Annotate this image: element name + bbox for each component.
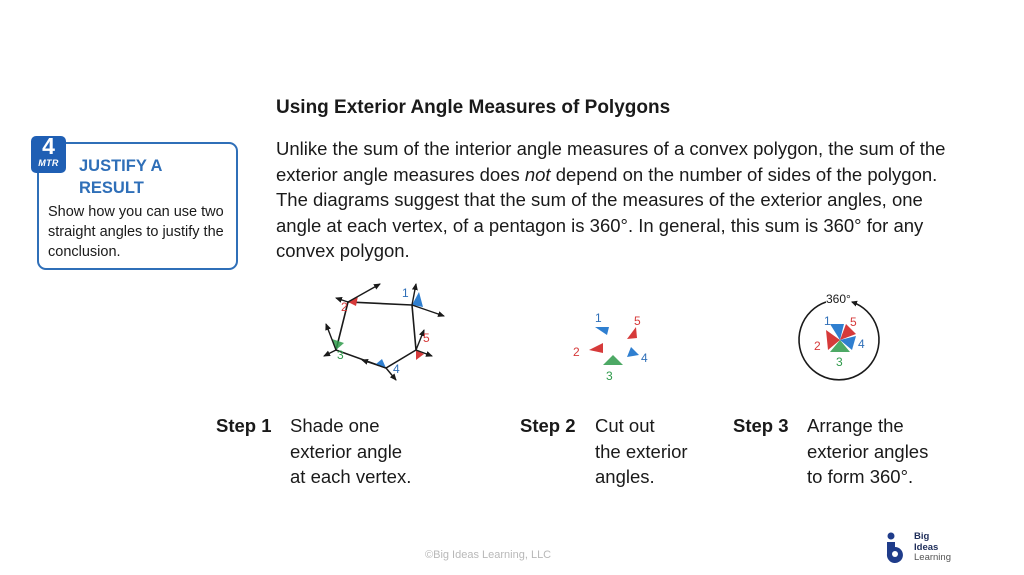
- cutout-label-3: 3: [606, 369, 613, 383]
- circle-360-label: 360°: [826, 292, 851, 306]
- pentagon-shape: [336, 302, 416, 368]
- cutout-angle-3: [603, 355, 623, 365]
- justify-text: Show how you can use two straight angles to justify the conclusion.: [48, 204, 224, 260]
- ray-2: [348, 284, 380, 302]
- step-1-line-2: exterior angle: [290, 440, 403, 462]
- step-2: [520, 413, 730, 493]
- label-3: 3: [337, 348, 344, 362]
- step-1: [216, 413, 476, 493]
- step-1-line-3: at each vertex.: [290, 466, 412, 487]
- arranged-label-5: 5: [850, 315, 857, 329]
- cut-out-angles-diagram: [565, 305, 660, 385]
- logo-line-1: Big: [914, 531, 930, 542]
- label-4: 4: [393, 362, 400, 376]
- step-2-line-2: the exterior: [595, 440, 688, 462]
- justify-title: JUSTIFY A RESULT: [79, 157, 162, 197]
- step-3: [733, 413, 993, 493]
- step-3-label: Step 3: [733, 415, 789, 436]
- step-2-line-1: Cut out: [595, 415, 655, 436]
- label-5: 5: [423, 331, 430, 345]
- paragraph-part-1: Unlike the sum of the interior angle measures of a convex polygon, the sum of the exterior angle measures does: [276, 138, 946, 185]
- step-2-line-3: angles.: [595, 466, 655, 487]
- cutout-angle-5: [627, 327, 637, 339]
- step-1-label: Step 1: [216, 415, 272, 436]
- arranged-label-1: 1: [824, 314, 831, 328]
- arranged-angles-circle-diagram: [790, 288, 890, 388]
- mtr-number: 4: [42, 133, 55, 159]
- arranged-label-2: 2: [814, 339, 821, 353]
- logo-line-3: Learning: [914, 552, 951, 563]
- arranged-label-3: 3: [836, 355, 843, 369]
- section-title: Using Exterior Angle Measures of Polygons: [276, 97, 671, 118]
- section-paragraph: [276, 136, 956, 264]
- step-3-line-1: Arrange the: [807, 415, 904, 436]
- pentagon-exterior-angles-diagram: [312, 280, 462, 390]
- label-2: 2: [341, 300, 348, 314]
- cutout-label-2: 2: [573, 345, 580, 359]
- step-1-line-1: Shade one: [290, 415, 380, 436]
- cutout-label-1: 1: [595, 311, 602, 325]
- cutout-angle-2: [589, 343, 603, 353]
- cutout-angle-1: [595, 327, 609, 335]
- step-3-line-3: to form 360°.: [807, 466, 914, 487]
- cutout-label-5: 5: [634, 314, 641, 328]
- step-3-line-2: exterior angles: [807, 440, 929, 462]
- big-ideas-logo-text: [914, 532, 951, 564]
- ray-3: [326, 324, 336, 350]
- mtr-badge-icon: [31, 133, 66, 173]
- copyright-text: ©Big Ideas Learning, LLC: [425, 549, 552, 561]
- paragraph-part-2: depend on the number of sides of the polygon. The diagrams suggest that the sum of the measures of the exterior angles, one angle at each vertex, of a pentagon is 360°. In general, this sum is 360° for any convex polygon.: [276, 163, 938, 261]
- ray-1: [412, 305, 444, 316]
- mtr-label: MTR: [38, 158, 59, 168]
- cutout-angle-4: [627, 347, 639, 357]
- logo-line-2: Ideas: [914, 541, 939, 553]
- ray-3b: [324, 350, 336, 356]
- big-ideas-logo-icon: [885, 531, 907, 563]
- paragraph-italic: not: [524, 163, 551, 185]
- cutout-label-4: 4: [641, 351, 648, 365]
- arranged-label-4: 4: [858, 337, 865, 351]
- step-2-label: Step 2: [520, 415, 576, 436]
- label-1: 1: [402, 286, 409, 300]
